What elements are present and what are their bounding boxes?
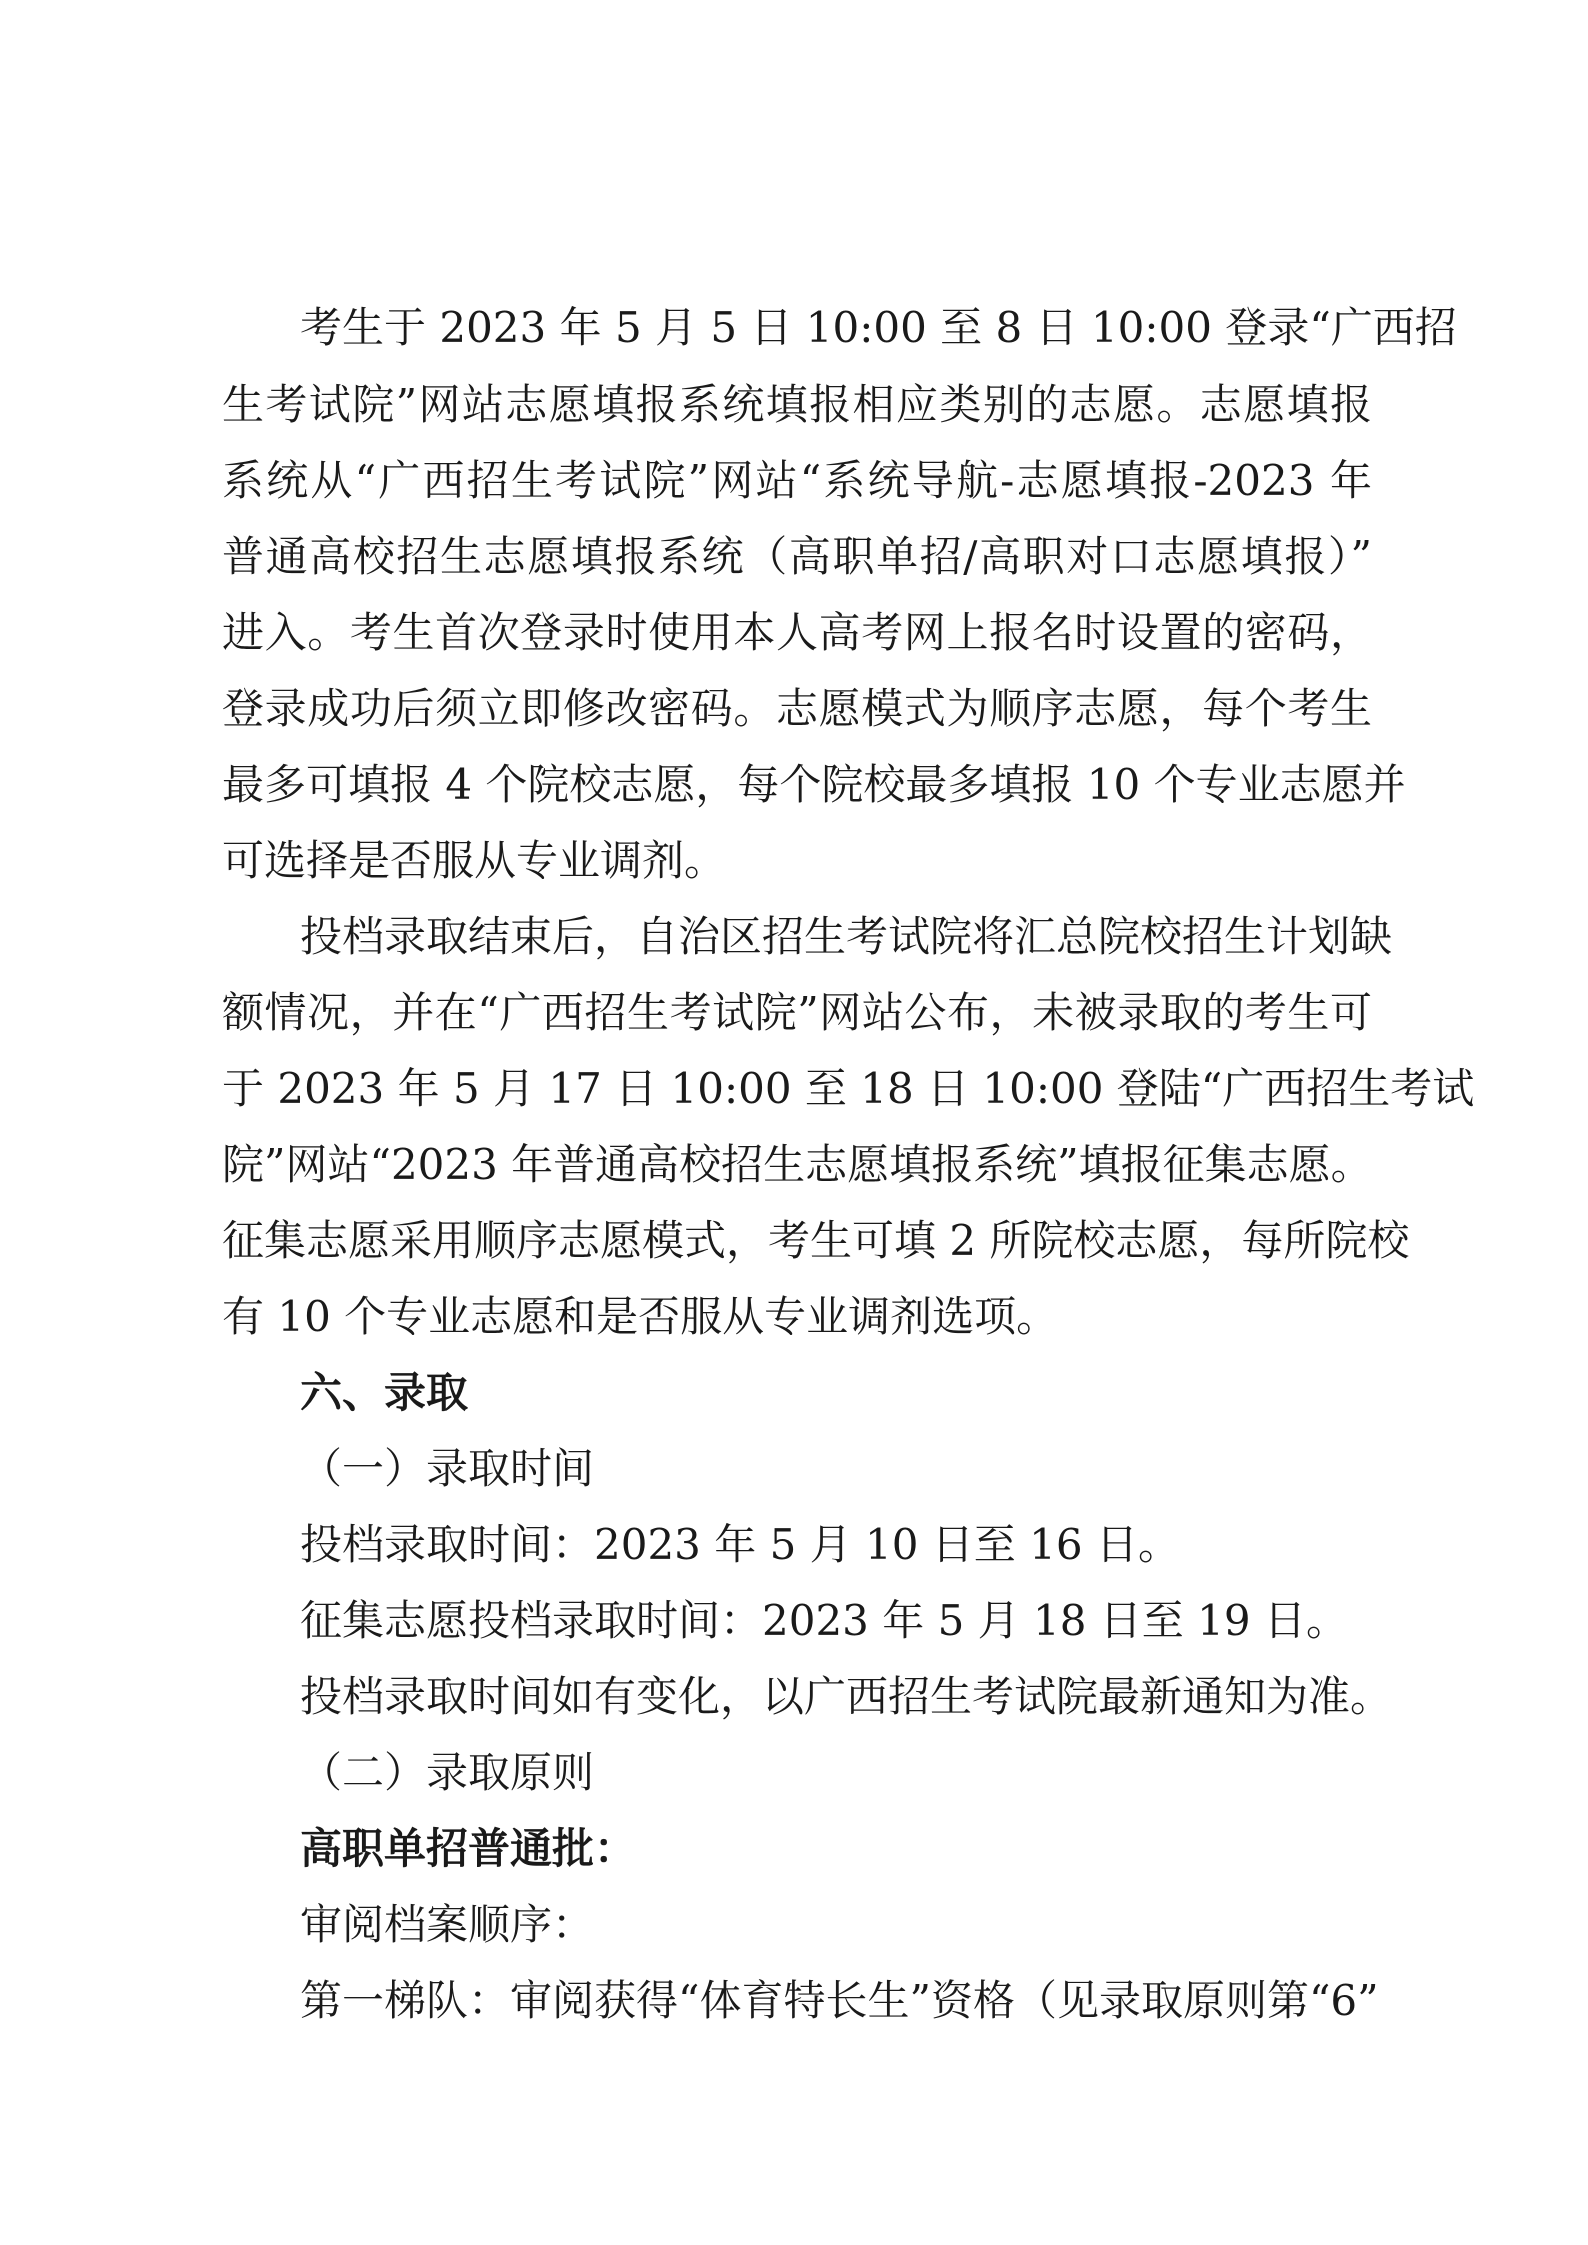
- paragraph-2-line-1: 投档录取结束后，自治区招生考试院将汇总院校招生计划缺: [300, 912, 1393, 961]
- admission-time-line: 投档录取时间：2023 年 5 月 10 日至 16 日。: [300, 1520, 1180, 1569]
- subsection-2-heading: （二）录取原则: [300, 1748, 595, 1797]
- paragraph-2-line-6: 有 10 个专业志愿和是否服从专业调剂选项。: [222, 1292, 1059, 1341]
- paragraph-2-line-5: 征集志愿采用顺序志愿模式，考生可填 2 所院校志愿，每所院校: [222, 1216, 1410, 1265]
- time-change-note: 投档录取时间如有变化，以广西招生考试院最新通知为准。: [300, 1672, 1393, 1721]
- section-heading: 六、录取: [300, 1368, 469, 1417]
- tier-1-line: 第一梯队：审阅获得“体育特长生”资格（见录取原则第“6”: [300, 1976, 1379, 2025]
- subsection-1-heading: （一）录取时间: [300, 1444, 595, 1493]
- batch-heading: 高职单招普通批：: [300, 1824, 637, 1873]
- paragraph-1-line-1: 考生于 2023 年 5 月 5 日 10:00 至 8 日 10:00 登录“广西招: [300, 303, 1457, 352]
- review-order-label: 审阅档案顺序：: [300, 1900, 595, 1949]
- paragraph-2-line-3: 于 2023 年 5 月 17 日 10:00 至 18 日 10:00 登陆“广西招生考试: [222, 1064, 1475, 1113]
- paragraph-1-line-4: 普通高校招生志愿填报系统（高职单招/高职对口志愿填报）”: [222, 532, 1372, 581]
- paragraph-1-line-2: 生考试院”网站志愿填报系统填报相应类别的志愿。志愿填报: [222, 380, 1372, 429]
- supplementary-time-line: 征集志愿投档录取时间：2023 年 5 月 18 日至 19 日。: [300, 1596, 1348, 1645]
- paragraph-2-line-2: 额情况，并在“广西招生考试院”网站公布，未被录取的考生可: [222, 988, 1372, 1037]
- paragraph-1-line-8: 可选择是否服从专业调剂。: [222, 836, 727, 885]
- paragraph-1-line-3: 系统从“广西招生考试院”网站“系统导航-志愿填报-2023 年: [222, 456, 1372, 505]
- paragraph-1-line-6: 登录成功后须立即修改密码。志愿模式为顺序志愿，每个考生: [222, 684, 1372, 733]
- paragraph-1-line-7: 最多可填报 4 个院校志愿，每个院校最多填报 10 个专业志愿并: [222, 760, 1406, 809]
- paragraph-2-line-4: 院”网站“2023 年普通高校招生志愿填报系统”填报征集志愿。: [222, 1140, 1373, 1189]
- paragraph-1-line-5: 进入。考生首次登录时使用本人高考网上报名时设置的密码，: [222, 608, 1372, 657]
